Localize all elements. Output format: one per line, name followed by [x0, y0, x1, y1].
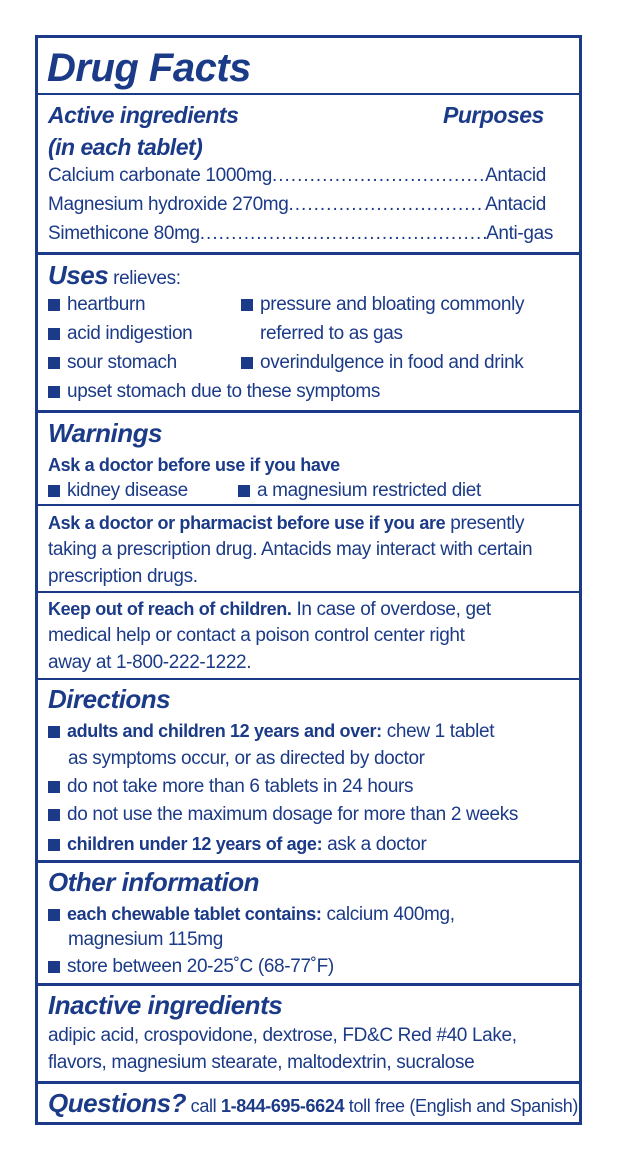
direction-item: do not use the maximum dosage for more than 2 weeks: [48, 802, 518, 828]
bullet-icon: [48, 328, 60, 340]
ingredient-row: Simethicone 80mg ..... Anti-gas: [48, 221, 553, 247]
warning-condition: a magnesium restricted diet: [238, 478, 481, 504]
divider: [38, 860, 579, 863]
other-information-heading: Other information: [48, 867, 260, 897]
bullet-icon: [48, 781, 60, 793]
children-warning-line: medical help or contact a poison control center right: [48, 625, 465, 646]
purposes-heading: Purposes: [443, 102, 544, 128]
use-item: heartburn: [48, 292, 145, 318]
bullet-icon: [48, 839, 60, 851]
direction-item: adults and children 12 years and over: chew 1 tablet: [48, 718, 494, 745]
inactive-ingredients-heading: Inactive ingredients: [48, 990, 283, 1020]
drug-facts-panel: [35, 35, 582, 1125]
use-item: sour stomach: [48, 350, 177, 376]
ingredient-row: Calcium carbonate 1000mg ..... Antacid: [48, 163, 546, 189]
use-item-continued: referred to as gas: [260, 323, 403, 344]
direction-item: children under 12 years of age: ask a doctor: [48, 831, 426, 858]
inactive-ingredients-line: flavors, magnesium stearate, maltodextrin, sucralose: [48, 1052, 475, 1073]
divider: [38, 410, 579, 413]
directions-heading: Directions: [48, 684, 171, 714]
ask-doctor-heading: Ask a doctor before use if you have: [48, 455, 340, 475]
active-subheading: (in each tablet): [48, 134, 203, 160]
divider: [38, 252, 579, 255]
divider: [38, 678, 579, 680]
bullet-icon: [241, 357, 253, 369]
warning-condition: kidney disease: [48, 478, 188, 504]
direction-item: do not take more than 6 tablets in 24 hours: [48, 774, 413, 800]
use-item: pressure and bloating commonly: [241, 292, 524, 318]
bullet-icon: [48, 961, 60, 973]
pharmacist-warning-line: taking a prescription drug. Antacids may interact with certain: [48, 539, 533, 560]
pharmacist-warning-line: prescription drugs.: [48, 566, 198, 587]
children-warning-line: away at 1-800-222-1222.: [48, 652, 252, 673]
bullet-icon: [241, 299, 253, 311]
bullet-icon: [48, 726, 60, 738]
divider: [38, 504, 579, 506]
dot-leader: [289, 192, 486, 218]
bullet-icon: [48, 299, 60, 311]
warnings-heading: Warnings: [48, 418, 162, 448]
bullet-icon: [48, 809, 60, 821]
use-item: upset stomach due to these symptoms: [48, 379, 380, 405]
bullet-icon: [48, 485, 60, 497]
use-item: overindulgence in food and drink: [241, 350, 523, 376]
questions-line: Questions? call 1-844-695-6624 toll free (English and Spanish): [48, 1088, 579, 1118]
direction-item-continued: as symptoms occur, or as directed by doctor: [68, 748, 425, 769]
divider: [38, 1081, 579, 1084]
active-ingredients-heading: Active ingredients: [48, 102, 239, 128]
phone-number: 1-844-695-6624: [220, 1096, 345, 1116]
bullet-icon: [48, 386, 60, 398]
pharmacist-warning: Ask a doctor or pharmacist before use if you are presently: [48, 513, 525, 534]
other-item-continued: magnesium 115mg: [68, 929, 223, 950]
bullet-icon: [48, 909, 60, 921]
ingredient-row: Magnesium hydroxide 270mg ..... Antacid: [48, 192, 546, 218]
uses-heading-line: Uses relieves:: [48, 260, 181, 290]
inactive-ingredients-line: adipic acid, crospovidone, dextrose, FD&C Red #40 Lake,: [48, 1025, 517, 1046]
children-warning: Keep out of reach of children. In case of overdose, get: [48, 599, 491, 620]
other-item: each chewable tablet contains: calcium 400mg,: [48, 901, 455, 928]
divider: [38, 93, 579, 95]
page-title: Drug Facts: [47, 46, 251, 90]
other-item: store between 20-25˚C (68-77˚F): [48, 954, 334, 980]
divider: [38, 591, 579, 593]
dot-leader: [272, 163, 485, 189]
bullet-icon: [48, 357, 60, 369]
divider: [38, 983, 579, 986]
use-item: acid indigestion: [48, 321, 192, 347]
dot-leader: [200, 221, 486, 247]
bullet-icon: [238, 485, 250, 497]
